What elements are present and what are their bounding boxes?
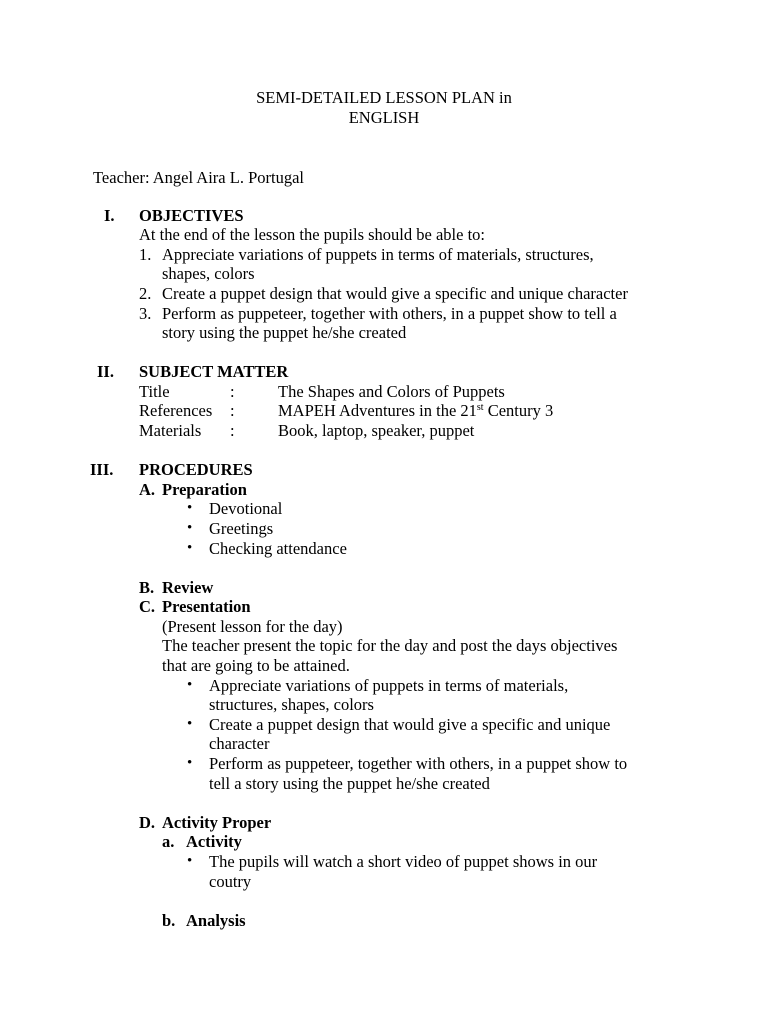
presentation-paragraph: The teacher present the topic for the day and post the days objectives [162, 636, 618, 655]
subsection-letter: B. [139, 578, 155, 597]
subject-row-label: References [139, 401, 213, 420]
section-numeral-subject-matter: II. [97, 362, 114, 381]
sub-subsection-letter: a. [162, 832, 175, 851]
list-item: • Perform as puppeteer, together with others, in a puppet show to [209, 754, 627, 774]
objectives-intro: At the end of the lesson the pupils should be able to: [139, 225, 485, 244]
presentation-paragraph: that are going to be attained. [162, 656, 350, 675]
list-item-continuation: character [209, 734, 270, 753]
section-numeral-procedures: III. [90, 460, 114, 479]
subsection-heading-presentation: Presentation [162, 597, 251, 616]
list-item-continuation: tell a story using the puppet he/she created [209, 774, 490, 793]
list-item: • The pupils will watch a short video of puppet shows in our [209, 852, 597, 872]
presentation-note: (Present lesson for the day) [162, 617, 343, 636]
subject-row-label: Title [139, 382, 170, 401]
subsection-letter: C. [139, 597, 156, 616]
sub-subsection-letter: b. [162, 911, 176, 930]
subsection-heading-activity-proper: Activity Proper [162, 813, 272, 832]
superscript-ordinal: st [476, 402, 484, 413]
subject-row-label: Materials [139, 421, 202, 440]
teacher-line: Teacher: Angel Aira L. Portugal [93, 168, 304, 187]
doc-title-line2: ENGLISH [348, 108, 420, 127]
subject-row-value: Book, laptop, speaker, puppet [278, 421, 475, 440]
objective-number: 1. [139, 245, 152, 264]
subsection-heading-review: Review [162, 578, 214, 597]
list-item: • Greetings [209, 519, 273, 539]
objective-number: 3. [139, 304, 152, 323]
list-item: • Checking attendance [209, 539, 347, 559]
objective-text: Perform as puppeteer, together with others, in a puppet show to tell a [162, 304, 617, 323]
list-item: • Appreciate variations of puppets in terms of materials, [209, 676, 568, 696]
subject-row-sep: : [230, 401, 235, 420]
list-item: • Devotional [209, 499, 282, 519]
subject-row-sep: : [230, 421, 235, 440]
sub-subsection-heading-analysis: Analysis [186, 911, 246, 930]
objective-text: Appreciate variations of puppets in terms of materials, structures, [162, 245, 594, 264]
subject-row-value [278, 401, 553, 421]
section-heading-procedures: PROCEDURES [139, 460, 253, 479]
list-item-continuation: coutry [209, 872, 252, 891]
subject-row-sep: : [230, 382, 235, 401]
list-item: • Create a puppet design that would give a specific and unique [209, 715, 610, 735]
objective-text: shapes, colors [162, 264, 255, 283]
doc-title-line1: SEMI-DETAILED LESSON PLAN in [256, 88, 512, 107]
section-heading-subject-matter: SUBJECT MATTER [139, 362, 289, 381]
subject-row-value-main: MAPEH Adventures in the 21 [278, 401, 477, 420]
subsection-letter: A. [139, 480, 156, 499]
subject-row-value: The Shapes and Colors of Puppets [278, 382, 505, 401]
subsection-heading-preparation: Preparation [162, 480, 247, 499]
objective-number: 2. [139, 284, 152, 303]
subject-row-value-tail: Century 3 [483, 401, 554, 420]
section-heading-objectives: OBJECTIVES [139, 206, 244, 225]
list-item-continuation: structures, shapes, colors [209, 695, 374, 714]
objective-text: Create a puppet design that would give a specific and unique character [162, 284, 628, 303]
sub-subsection-heading-activity: Activity [186, 832, 242, 851]
objective-text: story using the puppet he/she created [162, 323, 407, 342]
section-numeral-objectives: I. [104, 206, 115, 225]
subsection-letter: D. [139, 813, 156, 832]
